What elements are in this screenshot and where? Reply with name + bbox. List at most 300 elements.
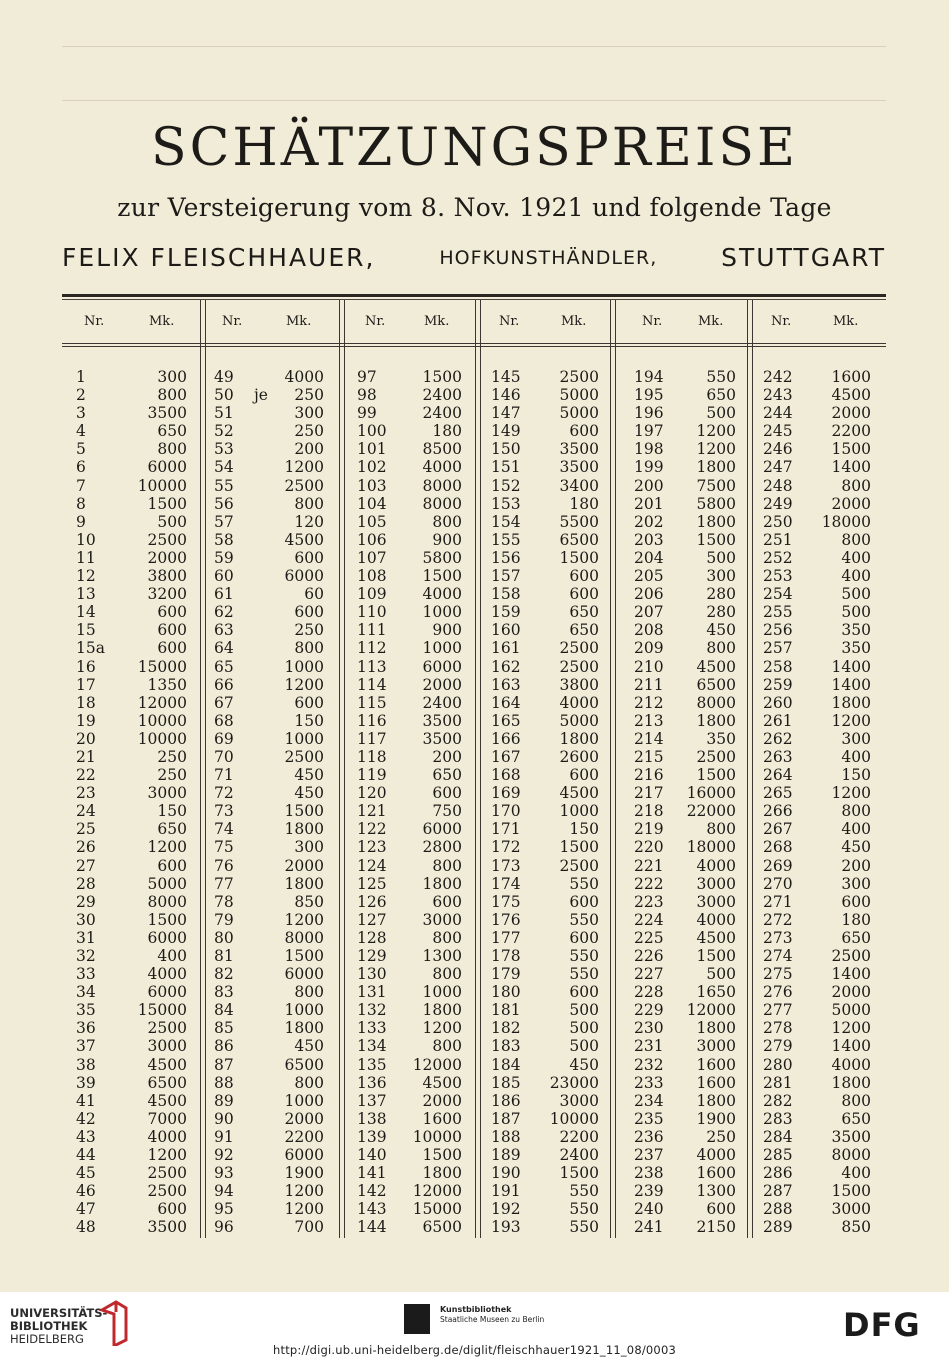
lot-number: 215 xyxy=(634,747,664,766)
table-row xyxy=(763,1074,871,1092)
estimate-price: 3500 xyxy=(422,711,462,730)
estimate-price: 1800 xyxy=(284,820,324,839)
lot-number: 102 xyxy=(357,458,387,477)
estimate-price: 800 xyxy=(432,1037,462,1056)
estimate-price: 900 xyxy=(432,530,462,549)
table-row xyxy=(634,440,736,458)
estimate-price: 900 xyxy=(432,621,462,640)
estimate-price: 850 xyxy=(294,892,324,911)
lot-number: 280 xyxy=(763,1055,793,1074)
estimate-price: 12000 xyxy=(686,1001,736,1020)
estimate-price: 2500 xyxy=(559,368,599,386)
lot-number: 211 xyxy=(634,675,664,694)
lot-number: 78 xyxy=(214,892,234,911)
table-row xyxy=(76,694,187,712)
estimate-price: 1500 xyxy=(422,368,462,386)
table-row xyxy=(214,1128,324,1146)
lot-number: 206 xyxy=(634,585,664,604)
lot-number: 147 xyxy=(491,404,521,423)
table-row xyxy=(634,1056,736,1074)
table-row xyxy=(634,549,736,567)
table-row xyxy=(634,422,736,440)
table-row xyxy=(491,531,599,549)
lot-number: 2 xyxy=(76,386,86,405)
estimate-price: 8000 xyxy=(831,1146,871,1165)
lot-number: 70 xyxy=(214,747,234,766)
table-row xyxy=(763,820,871,838)
lot-number: 244 xyxy=(763,404,793,423)
lot-number: 139 xyxy=(357,1127,387,1146)
estimate-price: 650 xyxy=(841,1109,871,1128)
table-row xyxy=(214,440,324,458)
column-separator xyxy=(610,300,616,1238)
estimate-price: 550 xyxy=(569,1200,599,1219)
lot-number: 259 xyxy=(763,675,793,694)
table-row xyxy=(634,1218,736,1236)
table-row xyxy=(76,965,187,983)
estimate-price: 180 xyxy=(841,910,871,929)
lot-number: 1 xyxy=(76,368,86,386)
table-row xyxy=(491,820,599,838)
lot-number: 183 xyxy=(491,1037,521,1056)
estimate-price: 800 xyxy=(432,928,462,947)
table-row xyxy=(763,495,871,513)
table-row xyxy=(634,838,736,856)
lot-number: 155 xyxy=(491,530,521,549)
lot-number: 5 xyxy=(76,440,86,459)
estimate-price: 800 xyxy=(294,494,324,513)
estimate-price: 2000 xyxy=(284,856,324,875)
table-row xyxy=(763,1128,871,1146)
estimate-price: 1500 xyxy=(696,947,736,965)
table-row xyxy=(214,567,324,585)
table-row xyxy=(357,549,462,567)
estimate-price: 4000 xyxy=(147,1127,187,1146)
kb-line-2: Staatliche Museen zu Berlin xyxy=(440,1315,545,1324)
table-row xyxy=(763,694,871,712)
lot-number: 151 xyxy=(491,458,521,477)
lot-number: 231 xyxy=(634,1037,664,1056)
estimate-price: 3800 xyxy=(147,567,187,586)
lot-number: 46 xyxy=(76,1182,96,1201)
table-row xyxy=(763,1164,871,1182)
price-column xyxy=(491,368,599,1237)
lot-number: 272 xyxy=(763,910,793,929)
lot-number: 132 xyxy=(357,1001,387,1020)
source-url[interactable]: http://digi.ub.uni-heidelberg.de/diglit/fleischhauer1921_11_08/0003 xyxy=(273,1343,676,1357)
lot-number: 128 xyxy=(357,928,387,947)
estimate-price: 300 xyxy=(706,567,736,586)
table-row xyxy=(634,947,736,965)
table-row xyxy=(491,1182,599,1200)
estimate-price: 280 xyxy=(706,603,736,622)
dealer-role: HOFKUNSTHÄNDLER, xyxy=(439,247,658,269)
dealer-line xyxy=(62,241,886,275)
lot-number: 182 xyxy=(491,1019,521,1038)
lot-number: 289 xyxy=(763,1218,793,1237)
lot-number: 213 xyxy=(634,711,664,730)
lot-number: 174 xyxy=(491,874,521,893)
lot-number: 208 xyxy=(634,621,664,640)
estimate-price: 3000 xyxy=(147,784,187,803)
estimate-price: 500 xyxy=(569,1037,599,1056)
table-row xyxy=(214,1110,324,1128)
estimate-price: 1800 xyxy=(696,512,736,531)
lot-number: 196 xyxy=(634,404,664,423)
table-row xyxy=(357,458,462,476)
kunstbibliothek-logo-icon xyxy=(404,1304,430,1334)
lot-number: 110 xyxy=(357,603,387,622)
table-row xyxy=(634,875,736,893)
table-row xyxy=(763,1146,871,1164)
table-row xyxy=(357,440,462,458)
estimate-price: 3000 xyxy=(147,1037,187,1056)
table-row xyxy=(763,857,871,875)
estimate-price: 6500 xyxy=(559,530,599,549)
estimate-price: 6500 xyxy=(284,1055,324,1074)
estimate-price: 800 xyxy=(841,476,871,495)
table-row xyxy=(634,1001,736,1019)
column-separator xyxy=(200,300,206,1238)
estimate-price: 2400 xyxy=(422,386,462,405)
dealer-city: STUTTGART xyxy=(721,243,886,272)
lot-number: 144 xyxy=(357,1218,387,1237)
lot-number: 164 xyxy=(491,693,521,712)
table-row xyxy=(763,748,871,766)
table-row xyxy=(214,549,324,567)
estimate-price: 600 xyxy=(569,766,599,785)
estimate-price: 1500 xyxy=(422,567,462,586)
table-row xyxy=(634,983,736,1001)
lot-number: 180 xyxy=(491,983,521,1002)
estimate-price: 1800 xyxy=(422,1164,462,1183)
lot-number: 61 xyxy=(214,585,234,604)
estimate-price: 1000 xyxy=(284,657,324,676)
lot-number: 172 xyxy=(491,838,521,857)
table-row xyxy=(214,838,324,856)
table-row xyxy=(357,585,462,603)
lot-number: 153 xyxy=(491,494,521,513)
table-row xyxy=(491,639,599,657)
estimate-price: 550 xyxy=(569,947,599,965)
table-top-rule xyxy=(62,294,886,297)
estimate-price: 3000 xyxy=(422,910,462,929)
estimate-price: 800 xyxy=(157,386,187,405)
table-row xyxy=(634,748,736,766)
lot-number: 260 xyxy=(763,693,793,712)
lot-number: 115 xyxy=(357,693,387,712)
table-row xyxy=(214,603,324,621)
estimate-price: 1500 xyxy=(831,1182,871,1201)
table-row xyxy=(214,1200,324,1218)
estimate-price: 2500 xyxy=(559,639,599,658)
lot-number: 41 xyxy=(76,1091,96,1110)
estimate-price: 1800 xyxy=(696,711,736,730)
estimate-price: 6000 xyxy=(147,928,187,947)
lot-number: 123 xyxy=(357,838,387,857)
estimate-price: 3000 xyxy=(831,1200,871,1219)
table-row xyxy=(357,911,462,929)
estimate-price: 5000 xyxy=(559,711,599,730)
estimate-price: 2500 xyxy=(147,1182,187,1201)
estimate-price: 1800 xyxy=(831,1073,871,1092)
table-row xyxy=(491,1092,599,1110)
table-row xyxy=(634,784,736,802)
lot-number: 34 xyxy=(76,983,96,1002)
table-row xyxy=(357,621,462,639)
lot-number: 32 xyxy=(76,947,96,965)
estimate-price: 800 xyxy=(294,1073,324,1092)
estimate-price: 250 xyxy=(294,422,324,441)
estimate-price: 1200 xyxy=(284,458,324,477)
table-row xyxy=(76,1182,187,1200)
estimate-price: 3000 xyxy=(696,892,736,911)
estimate-price: 1200 xyxy=(284,675,324,694)
estimate-price: 16000 xyxy=(686,784,736,803)
estimate-price: 5800 xyxy=(696,494,736,513)
lot-number: 76 xyxy=(214,856,234,875)
lot-number: 15 xyxy=(76,621,96,640)
lot-number: 63 xyxy=(214,621,234,640)
table-row xyxy=(357,639,462,657)
estimate-price: 2500 xyxy=(147,530,187,549)
table-row xyxy=(634,495,736,513)
table-row xyxy=(214,422,324,440)
lot-number: 37 xyxy=(76,1037,96,1056)
each-marker: je xyxy=(254,386,268,405)
lot-number: 157 xyxy=(491,567,521,586)
table-row xyxy=(491,1128,599,1146)
table-row xyxy=(76,784,187,802)
lot-number: 125 xyxy=(357,874,387,893)
estimate-price: 4500 xyxy=(696,657,736,676)
estimate-price: 800 xyxy=(706,820,736,839)
estimate-price: 600 xyxy=(432,892,462,911)
lot-number: 79 xyxy=(214,910,234,929)
estimate-price: 2500 xyxy=(147,1019,187,1038)
estimate-price: 1800 xyxy=(422,874,462,893)
lot-number: 241 xyxy=(634,1218,664,1237)
estimate-price: 15000 xyxy=(412,1200,462,1219)
estimate-price: 3400 xyxy=(559,476,599,495)
lot-number: 282 xyxy=(763,1091,793,1110)
lot-number: 119 xyxy=(357,766,387,785)
table-row xyxy=(76,1128,187,1146)
estimate-price: 150 xyxy=(841,766,871,785)
table-row xyxy=(76,983,187,1001)
table-row xyxy=(357,1110,462,1128)
lot-number: 12 xyxy=(76,567,96,586)
lot-number: 233 xyxy=(634,1073,664,1092)
lot-number: 191 xyxy=(491,1182,521,1201)
estimate-price: 500 xyxy=(841,585,871,604)
lot-number: 251 xyxy=(763,530,793,549)
lot-number: 82 xyxy=(214,965,234,984)
lot-number: 167 xyxy=(491,747,521,766)
estimate-price: 6000 xyxy=(284,965,324,984)
estimate-price: 10000 xyxy=(549,1109,599,1128)
lot-number: 268 xyxy=(763,838,793,857)
lot-number: 199 xyxy=(634,458,664,477)
table-row xyxy=(634,658,736,676)
table-row xyxy=(491,748,599,766)
table-row xyxy=(214,1037,324,1055)
estimate-price: 600 xyxy=(569,892,599,911)
estimate-price: 1800 xyxy=(696,458,736,477)
table-row xyxy=(491,1218,599,1236)
lot-number: 58 xyxy=(214,530,234,549)
table-row xyxy=(634,404,736,422)
table-row xyxy=(491,802,599,820)
lot-number: 222 xyxy=(634,874,664,893)
table-row xyxy=(76,1037,187,1055)
lot-number: 284 xyxy=(763,1127,793,1146)
lot-number: 75 xyxy=(214,838,234,857)
table-row xyxy=(214,513,324,531)
estimate-price: 3500 xyxy=(559,458,599,477)
column-header-nr: Nr. xyxy=(84,314,105,329)
table-row xyxy=(357,730,462,748)
lot-number: 187 xyxy=(491,1109,521,1128)
lot-number: 62 xyxy=(214,603,234,622)
lot-number: 22 xyxy=(76,766,96,785)
estimate-price: 1500 xyxy=(559,548,599,567)
estimate-price: 500 xyxy=(706,404,736,423)
table-row xyxy=(763,658,871,676)
estimate-price: 1200 xyxy=(831,784,871,803)
estimate-price: 2000 xyxy=(422,675,462,694)
table-row xyxy=(634,1200,736,1218)
price-column xyxy=(357,368,462,1237)
lot-number: 6 xyxy=(76,458,86,477)
table-row xyxy=(763,368,871,386)
estimate-price: 1400 xyxy=(831,675,871,694)
lot-number: 42 xyxy=(76,1109,96,1128)
column-header-mk: Mk. xyxy=(698,314,724,329)
column-header-nr: Nr. xyxy=(222,314,243,329)
lot-number: 91 xyxy=(214,1127,234,1146)
table-row xyxy=(357,386,462,404)
estimate-price: 250 xyxy=(294,621,324,640)
lot-number: 216 xyxy=(634,766,664,785)
table-row xyxy=(214,1146,324,1164)
table-row xyxy=(491,965,599,983)
lot-number: 209 xyxy=(634,639,664,658)
lot-number: 247 xyxy=(763,458,793,477)
estimate-price: 2200 xyxy=(284,1127,324,1146)
table-row xyxy=(76,1019,187,1037)
table-row xyxy=(634,1074,736,1092)
table-row xyxy=(214,404,324,422)
estimate-price: 1500 xyxy=(147,494,187,513)
estimate-price: 15000 xyxy=(137,657,187,676)
lot-number: 146 xyxy=(491,386,521,405)
estimate-price: 400 xyxy=(841,567,871,586)
table-row xyxy=(491,766,599,784)
lot-number: 263 xyxy=(763,747,793,766)
table-row xyxy=(357,1182,462,1200)
estimate-price: 4000 xyxy=(422,585,462,604)
estimate-price: 400 xyxy=(841,548,871,567)
lot-number: 73 xyxy=(214,802,234,821)
estimate-price: 200 xyxy=(294,440,324,459)
estimate-price: 1200 xyxy=(147,838,187,857)
estimate-price: 800 xyxy=(157,440,187,459)
lot-number: 4 xyxy=(76,422,86,441)
lot-number: 270 xyxy=(763,874,793,893)
table-row xyxy=(357,1074,462,1092)
estimate-price: 2600 xyxy=(559,747,599,766)
table-row xyxy=(357,1056,462,1074)
price-column xyxy=(76,368,187,1237)
estimate-price: 1800 xyxy=(696,1091,736,1110)
table-row xyxy=(634,368,736,386)
lot-number: 113 xyxy=(357,657,387,676)
lot-number: 235 xyxy=(634,1109,664,1128)
lot-number: 266 xyxy=(763,802,793,821)
lot-number: 105 xyxy=(357,512,387,531)
table-row xyxy=(357,676,462,694)
table-row xyxy=(214,585,324,603)
table-row xyxy=(76,567,187,585)
estimate-price: 1000 xyxy=(284,729,324,748)
estimate-price: 1000 xyxy=(422,983,462,1002)
estimate-price: 500 xyxy=(157,512,187,531)
table-row xyxy=(214,1182,324,1200)
table-row xyxy=(357,748,462,766)
lot-number: 131 xyxy=(357,983,387,1002)
estimate-price: 5000 xyxy=(559,386,599,405)
estimate-price: 1600 xyxy=(696,1073,736,1092)
estimate-price: 7000 xyxy=(147,1109,187,1128)
lot-number: 190 xyxy=(491,1164,521,1183)
estimate-price: 8000 xyxy=(696,693,736,712)
estimate-price: 600 xyxy=(569,585,599,604)
estimate-price: 650 xyxy=(841,928,871,947)
page-title: SCHÄTZUNGSPREISE xyxy=(151,118,798,178)
lot-number: 137 xyxy=(357,1091,387,1110)
table-row xyxy=(491,1110,599,1128)
lot-number: 71 xyxy=(214,766,234,785)
estimate-price: 3500 xyxy=(422,729,462,748)
estimate-price: 4000 xyxy=(147,965,187,984)
lot-number: 56 xyxy=(214,494,234,513)
table-row xyxy=(76,440,187,458)
lot-number: 154 xyxy=(491,512,521,531)
estimate-price: 600 xyxy=(294,603,324,622)
lot-number: 271 xyxy=(763,892,793,911)
estimate-price: 2500 xyxy=(696,747,736,766)
estimate-price: 650 xyxy=(432,766,462,785)
estimate-price: 1200 xyxy=(284,910,324,929)
lot-number: 160 xyxy=(491,621,521,640)
table-row xyxy=(491,1074,599,1092)
lot-number: 14 xyxy=(76,603,96,622)
estimate-price: 6000 xyxy=(422,657,462,676)
ub-line-3: HEIDELBERG xyxy=(10,1332,84,1346)
estimate-price: 1500 xyxy=(147,910,187,929)
estimate-price: 450 xyxy=(569,1055,599,1074)
estimate-price: 1800 xyxy=(696,1019,736,1038)
lot-number: 135 xyxy=(357,1055,387,1074)
table-row xyxy=(634,1092,736,1110)
table-row xyxy=(357,857,462,875)
estimate-price: 1000 xyxy=(284,1001,324,1020)
table-row xyxy=(76,838,187,856)
lot-number: 275 xyxy=(763,965,793,984)
table-row xyxy=(763,947,871,965)
estimate-price: 3800 xyxy=(559,675,599,694)
